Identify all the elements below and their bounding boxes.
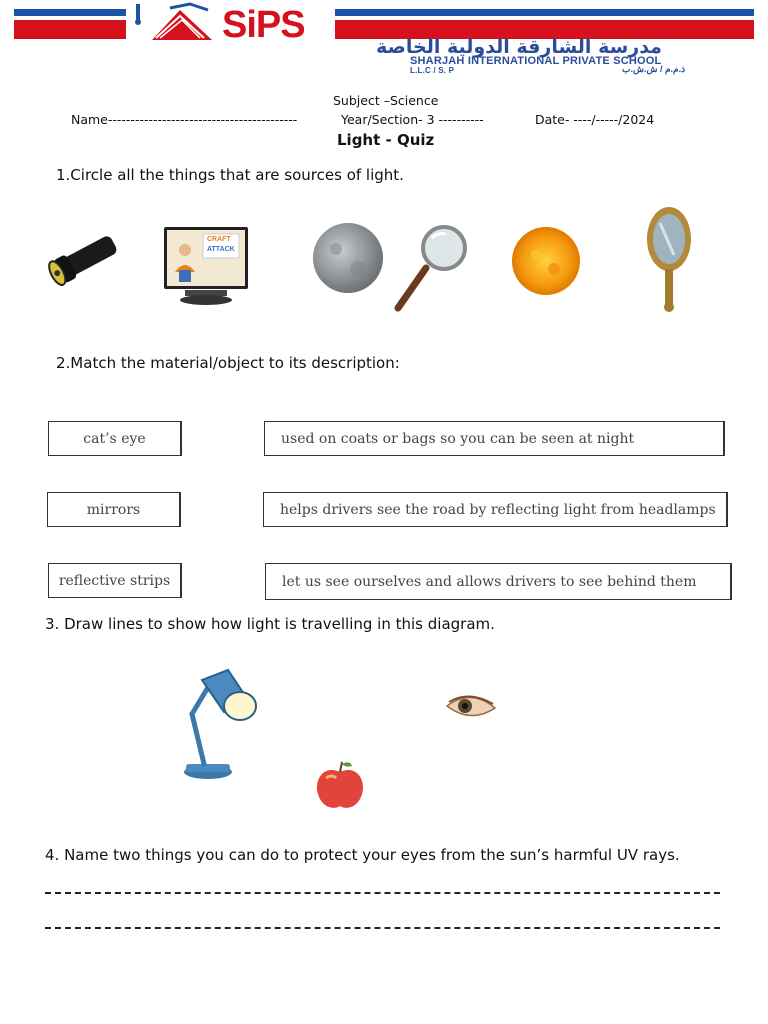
header-stripe-blue-left	[14, 9, 126, 16]
subject-label: Subject –Science	[333, 93, 439, 108]
question-1-text: 1.Circle all the things that are sources of light.	[56, 166, 404, 184]
school-name-english: SHARJAH INTERNATIONAL PRIVATE SCHOOL	[410, 55, 662, 67]
question-2-text: 2.Match the material/object to its description:	[56, 354, 400, 372]
date-field[interactable]: Date- ----/-----/2024	[535, 112, 655, 127]
magnifying-glass-icon[interactable]	[392, 224, 476, 312]
material-box-reflective-strips[interactable]	[48, 563, 182, 598]
moon-icon[interactable]	[312, 221, 384, 295]
school-logo	[130, 0, 335, 52]
description-label: helps drivers see the road by reflecting light from headlamps	[280, 501, 716, 518]
school-llc-english: L.L.C / S. P	[410, 66, 455, 75]
description-box-2[interactable]	[263, 492, 728, 527]
school-llc-arabic: ذ.م.م / ش.ش.ب	[622, 64, 686, 74]
question-4-text: 4. Name two things you can do to protect your eyes from the sun’s harmful UV rays.	[45, 846, 680, 864]
description-box-1[interactable]	[264, 421, 725, 456]
name-field[interactable]: Name------------------------------------------	[71, 112, 298, 127]
header-stripe-red-left	[14, 20, 126, 39]
hand-mirror-icon[interactable]	[638, 203, 700, 313]
answer-line-1[interactable]	[45, 892, 720, 894]
question-3-text: 3. Draw lines to show how light is travelling in this diagram.	[45, 615, 495, 633]
material-label: cat’s eye	[83, 430, 146, 447]
desk-lamp-icon[interactable]	[180, 666, 262, 784]
computer-monitor-icon[interactable]	[163, 226, 251, 306]
monitor-screen-text-craft: CRAFT	[207, 236, 231, 243]
torch-icon[interactable]	[42, 234, 122, 286]
apple-icon[interactable]	[312, 760, 368, 812]
year-section-field[interactable]: Year/Section- 3 ----------	[341, 112, 484, 127]
material-box-cats-eye[interactable]	[48, 421, 182, 456]
description-box-3[interactable]	[265, 563, 732, 600]
sun-icon[interactable]	[510, 225, 582, 297]
material-box-mirrors[interactable]	[47, 492, 181, 527]
logo-text: SiPS	[222, 4, 305, 46]
description-label: let us see ourselves and allows drivers to see behind them	[282, 573, 697, 590]
eye-icon[interactable]	[445, 690, 497, 724]
header-stripe-blue-right	[335, 9, 754, 16]
answer-line-2[interactable]	[45, 927, 720, 929]
description-label: used on coats or bags so you can be seen at night	[281, 430, 635, 447]
material-label: mirrors	[86, 501, 141, 518]
material-label: reflective strips	[58, 572, 171, 589]
monitor-screen-text-attack: ATTACK	[207, 246, 235, 253]
school-name-arabic: مدرسة الشارقة الدولية الخاصة	[376, 36, 662, 58]
page-title: Light - Quiz	[337, 131, 435, 149]
